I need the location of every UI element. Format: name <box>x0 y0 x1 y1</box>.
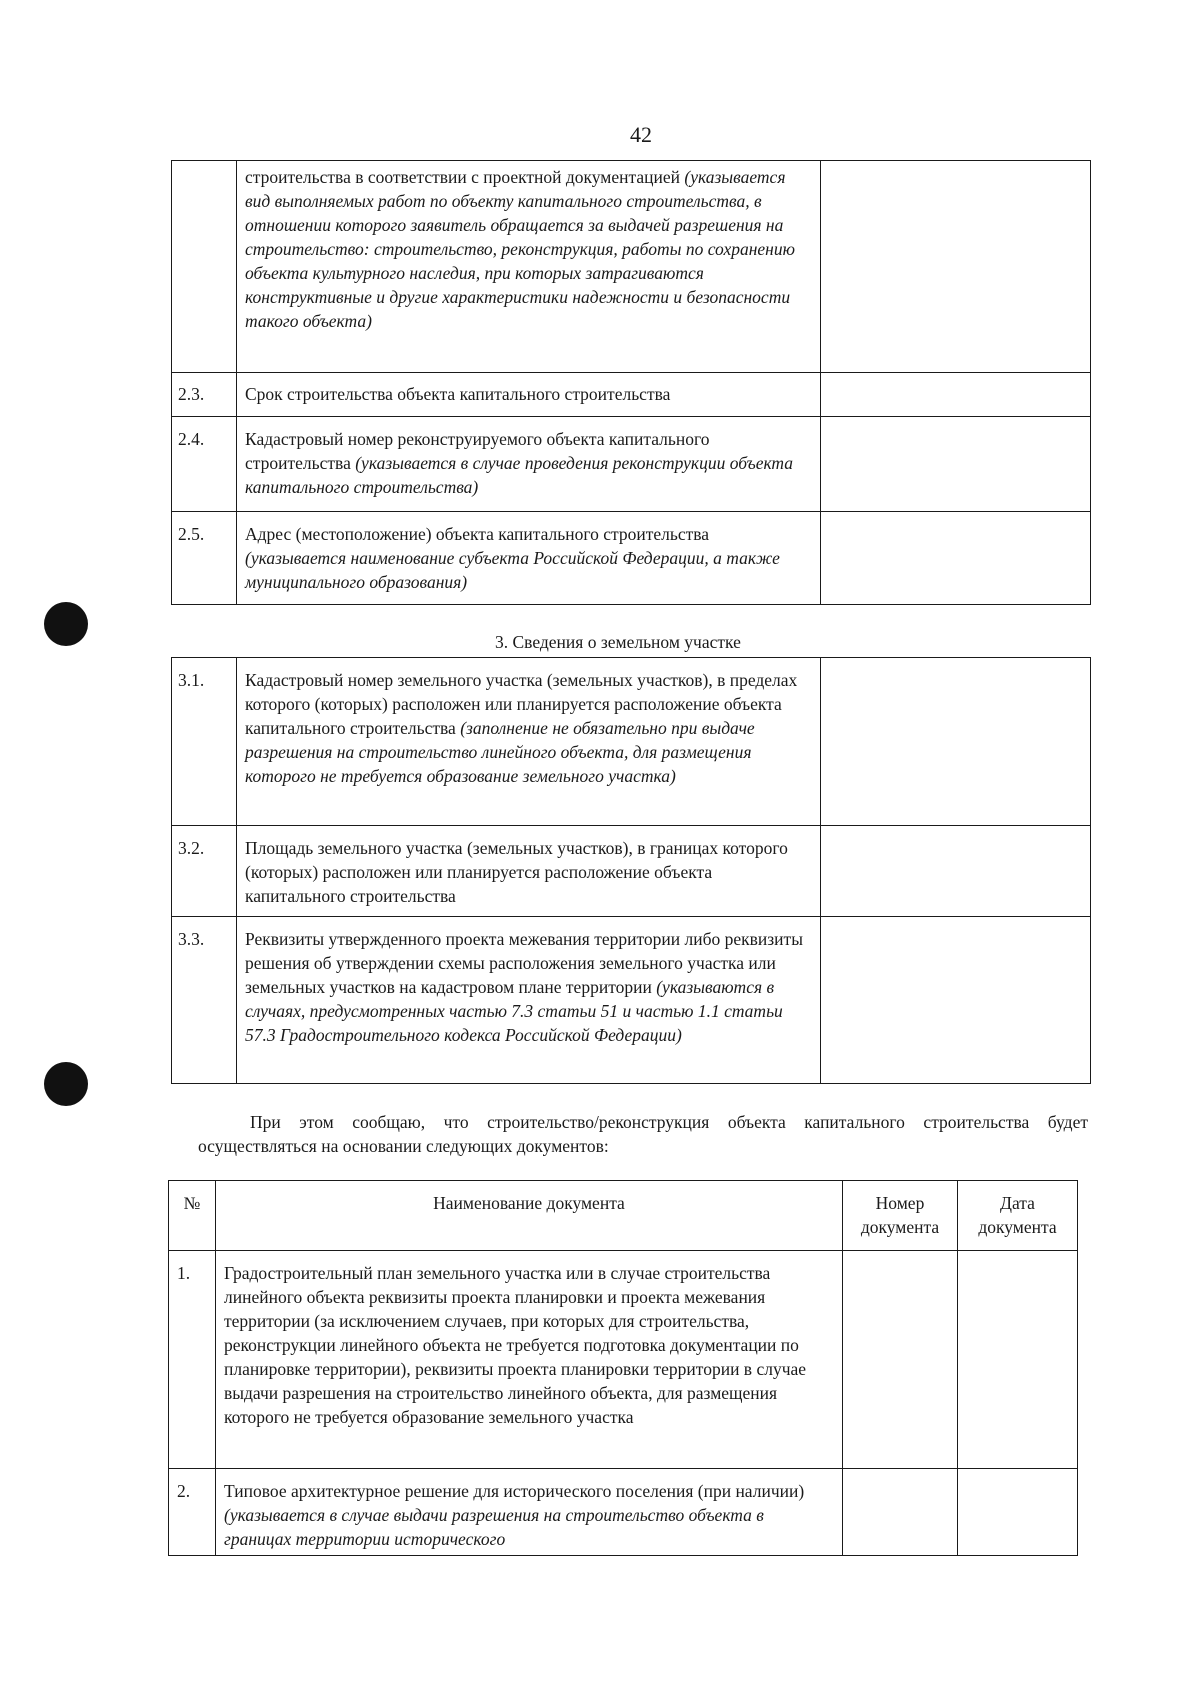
row-text: Кадастровый номер земельного участка (земельных участков), в пределах которого (которых) расположен или планируется расположение объекта капитального строительства <box>245 670 798 738</box>
header-document-name: Наименование документа <box>216 1181 843 1251</box>
row-number <box>172 161 237 373</box>
row-value-cell[interactable] <box>821 658 1091 826</box>
table-header-row <box>169 1181 1078 1251</box>
building-info-table <box>171 160 1091 605</box>
row-number: 3.2. <box>172 826 237 917</box>
row-note: (указывается наименование субъекта Российской Федерации, а также муниципального образования) <box>245 548 780 592</box>
table-row <box>172 417 1091 512</box>
row-text: Площадь земельного участка (земельных участков), в границах которого (которых) расположен или планируется расположение объекта капитального строительства <box>245 838 788 906</box>
row-text: Кадастровый номер реконструируемого объекта капитального строительства <box>245 429 710 473</box>
row-description <box>216 1251 843 1469</box>
row-number: 2.3. <box>172 373 237 417</box>
row-value-cell[interactable] <box>821 417 1091 512</box>
table-row <box>169 1469 1078 1556</box>
document-date-cell[interactable] <box>958 1469 1078 1556</box>
header-document-date: Дата документа <box>958 1181 1078 1251</box>
table-row <box>172 373 1091 417</box>
table-row <box>172 826 1091 917</box>
row-value-cell[interactable] <box>821 161 1091 373</box>
row-value-cell[interactable] <box>821 917 1091 1084</box>
row-description <box>237 373 821 417</box>
land-plot-table <box>171 657 1091 1084</box>
section-title: 3. Сведения о земельном участке <box>495 632 741 652</box>
row-number: 2.5. <box>172 512 237 605</box>
document-date-cell[interactable] <box>958 1251 1078 1469</box>
row-text: Адрес (местоположение) объекта капитального строительства <box>245 524 710 544</box>
table-row <box>169 1251 1078 1469</box>
row-description <box>237 917 821 1084</box>
row-note: (указываются в случаях, предусмотренных частью 7.3 статьи 51 и частью 1.1 статьи 57.3 Градостроительного кодекса Российской Федерации) <box>245 977 783 1045</box>
row-description <box>237 161 821 373</box>
punch-hole-bottom <box>44 1062 88 1106</box>
header-num: № <box>169 1181 216 1251</box>
row-text: строительства в соответствии с проектной документацией <box>245 167 680 187</box>
row-text: Реквизиты утвержденного проекта межевания территории либо реквизиты решения об утверждении схемы расположения земельного участка или земельных участков на кадастровом плане территории <box>245 929 803 997</box>
row-value-cell[interactable] <box>821 826 1091 917</box>
row-note: (указывается в случае проведения реконструкции объекта капитального строительства) <box>245 453 794 497</box>
row-number: 2.4. <box>172 417 237 512</box>
row-description <box>237 826 821 917</box>
row-value-cell[interactable] <box>821 373 1091 417</box>
table-row <box>172 917 1091 1084</box>
punch-hole-top <box>44 602 88 646</box>
table-row <box>172 512 1091 605</box>
documents-notice: При этом сообщаю, что строительство/реконструкция объекта капитального строительства будет осуществляться на основании следующих документов: <box>198 1112 1088 1156</box>
header-document-number: Номер документа <box>843 1181 958 1251</box>
row-number: 3.3. <box>172 917 237 1084</box>
document-number-cell[interactable] <box>843 1469 958 1556</box>
row-number: 2. <box>169 1469 216 1556</box>
document-number-cell[interactable] <box>843 1251 958 1469</box>
row-text: Срок строительства объекта капитального строительства <box>245 384 671 404</box>
page-number: 42 <box>630 122 652 147</box>
table-row <box>172 658 1091 826</box>
row-description <box>237 512 821 605</box>
row-text: Градостроительный план земельного участка или в случае строительства линейного объекта реквизиты проекта планировки и проекта межевания территории (за исключением случаев, при которых для строительства, реконструкции линейного объекта не требуется подготовка документации по планировке территории), реквизиты проекта планировки территории в случае выдачи разрешения на строительство линейного объекта, для размещения которого не требуется образование земельного участка <box>224 1263 807 1427</box>
row-note: (указывается вид выполняемых работ по объекту капитального строительства, в отношении которого заявитель обращается за выдачей разрешения на строительство: строительство, реконструкция, работы по сохранению объекта культурного наследия, при которых затрагиваются конструктивные и другие характеристики надежности и безопасности такого объекта) <box>245 167 795 331</box>
row-value-cell[interactable] <box>821 512 1091 605</box>
row-description <box>216 1469 843 1556</box>
table-row <box>172 161 1091 373</box>
row-text: Типовое архитектурное решение для исторического поселения (при наличии) <box>224 1481 805 1501</box>
documents-table <box>168 1180 1078 1556</box>
row-note: (указывается в случае выдачи разрешения на строительство объекта в границах территории исторического <box>224 1505 764 1549</box>
row-number: 1. <box>169 1251 216 1469</box>
row-description <box>237 658 821 826</box>
row-number: 3.1. <box>172 658 237 826</box>
row-note: (заполнение не обязательно при выдаче разрешения на строительство линейного объекта, для размещения которого не требуется образование земельного участка) <box>245 718 755 786</box>
row-description <box>237 417 821 512</box>
